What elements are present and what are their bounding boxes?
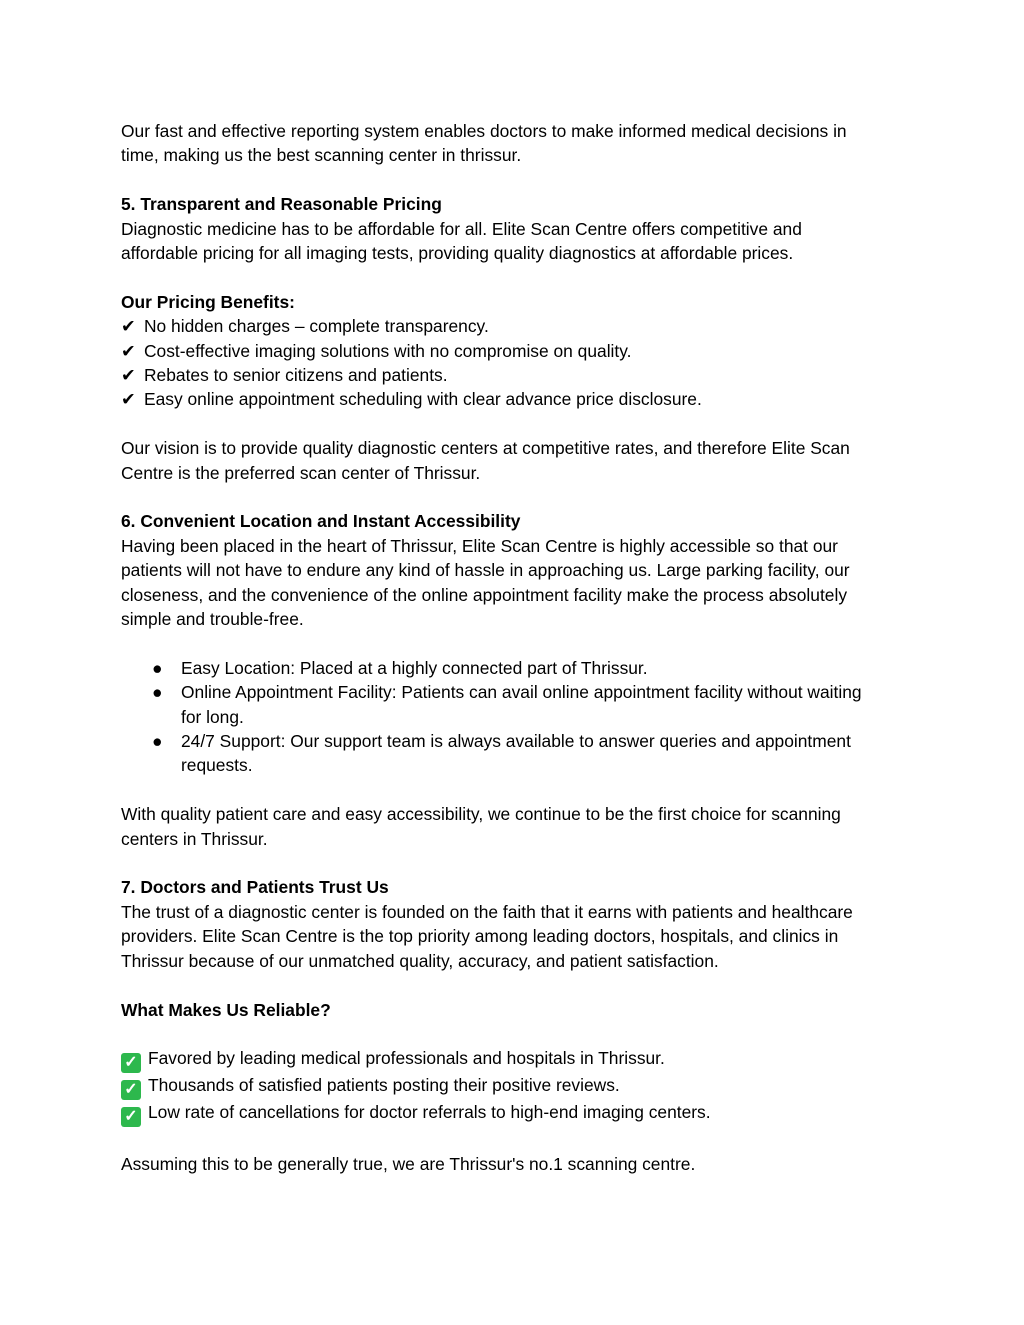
- benefit-item: [121, 387, 911, 411]
- accessibility-list: [121, 656, 911, 778]
- bullet-icon: ●: [152, 682, 163, 703]
- reliable-item: [121, 1046, 911, 1073]
- closing-paragraph: [121, 1152, 911, 1176]
- text-line: Diagnostic medicine has to be affordable for all. Elite Scan Centre offers competitive and: [121, 218, 802, 239]
- document-page: [121, 119, 911, 1200]
- benefit-item: [121, 363, 911, 387]
- text-line: Having been placed in the heart of Thrissur, Elite Scan Centre is highly accessible so that our: [121, 535, 838, 556]
- benefit-item: [121, 339, 911, 363]
- text-line: centers in Thrissur.: [121, 828, 268, 849]
- reliable-list: [121, 1046, 911, 1127]
- checkmark-icon: ✔: [121, 365, 136, 386]
- reliable-heading-paragraph: [121, 998, 911, 1022]
- text-line: Our fast and effective reporting system enables doctors to make informed medical decisions in: [121, 121, 847, 141]
- list-item: [121, 680, 911, 729]
- list-item-text: Easy Location: Placed at a highly connected part of Thrissur.: [181, 657, 648, 678]
- text-line: Our vision is to provide quality diagnostic centers at competitive rates, and therefore Elite Scan: [121, 438, 850, 459]
- reliable-text: Favored by leading medical professionals and hospitals in Thrissur.: [148, 1048, 665, 1069]
- list-item-text: Online Appointment Facility: Patients can avail online appointment facility without waiting: [181, 682, 862, 703]
- benefit-text: Rebates to senior citizens and patients.: [144, 365, 448, 386]
- reliable-heading: What Makes Us Reliable?: [121, 999, 331, 1020]
- bullet-icon: ●: [152, 657, 163, 678]
- benefit-text: Easy online appointment scheduling with clear advance price disclosure.: [144, 389, 702, 410]
- reliable-text: Thousands of satisfied patients posting their positive reviews.: [148, 1075, 620, 1096]
- text-line: Centre is the preferred scan center of Thrissur.: [121, 462, 481, 483]
- pricing-benefits-heading: Our Pricing Benefits:: [121, 291, 295, 312]
- benefit-item: [121, 314, 911, 338]
- section-5-heading: 5. Transparent and Reasonable Pricing: [121, 194, 442, 215]
- section-7-heading: 7. Doctors and Patients Trust Us: [121, 877, 389, 898]
- section-5: [121, 192, 911, 265]
- list-item: [121, 729, 911, 778]
- text-line: The trust of a diagnostic center is founded on the faith that it earns with patients and healthcare: [121, 901, 853, 922]
- bullet-icon: ●: [152, 731, 163, 752]
- text-line: With quality patient care and easy accessibility, we continue to be the first choice for scanning: [121, 804, 841, 825]
- reliable-item: [121, 1100, 911, 1127]
- intro-paragraph: [121, 119, 911, 168]
- list-item: [121, 656, 911, 680]
- text-line: affordable pricing for all imaging tests, providing quality diagnostics at affordable prices.: [121, 243, 794, 264]
- checkmark-icon: ✔: [121, 340, 136, 361]
- text-line: time, making us the best scanning center in thrissur.: [121, 145, 522, 166]
- accessibility-closing: [121, 802, 911, 851]
- section-6-heading: 6. Convenient Location and Instant Accessibility: [121, 511, 521, 532]
- text-line: Assuming this to be generally true, we are Thrissur's no.1 scanning centre.: [121, 1153, 696, 1174]
- green-checkmark-icon: ✓: [121, 1107, 141, 1127]
- benefit-text: Cost-effective imaging solutions with no compromise on quality.: [144, 340, 632, 361]
- text-line: patients will not have to endure any kind of hassle in approaching us. Large parking facility, our: [121, 560, 850, 581]
- green-checkmark-icon: ✓: [121, 1080, 141, 1100]
- list-item-text: requests.: [181, 755, 253, 776]
- reliable-item: [121, 1073, 911, 1100]
- green-checkmark-icon: ✓: [121, 1053, 141, 1073]
- list-item-text: for long.: [181, 706, 244, 727]
- vision-paragraph: [121, 436, 911, 485]
- pricing-benefits: [121, 290, 911, 412]
- benefit-text: No hidden charges – complete transparency.: [144, 316, 489, 337]
- section-7: [121, 875, 911, 973]
- text-line: closeness, and the convenience of the online appointment facility make the process absolutely: [121, 584, 848, 605]
- text-line: providers. Elite Scan Centre is the top priority among leading doctors, hospitals, and clinics in: [121, 926, 839, 947]
- reliable-text: Low rate of cancellations for doctor referrals to high-end imaging centers.: [148, 1102, 711, 1123]
- checkmark-icon: ✔: [121, 389, 136, 410]
- text-line: Thrissur because of our unmatched quality, accuracy, and patient satisfaction.: [121, 950, 719, 971]
- checkmark-icon: ✔: [121, 316, 136, 337]
- section-6: [121, 509, 911, 631]
- list-item-text: 24/7 Support: Our support team is always available to answer queries and appointment: [181, 731, 851, 752]
- text-line: simple and trouble-free.: [121, 609, 304, 630]
